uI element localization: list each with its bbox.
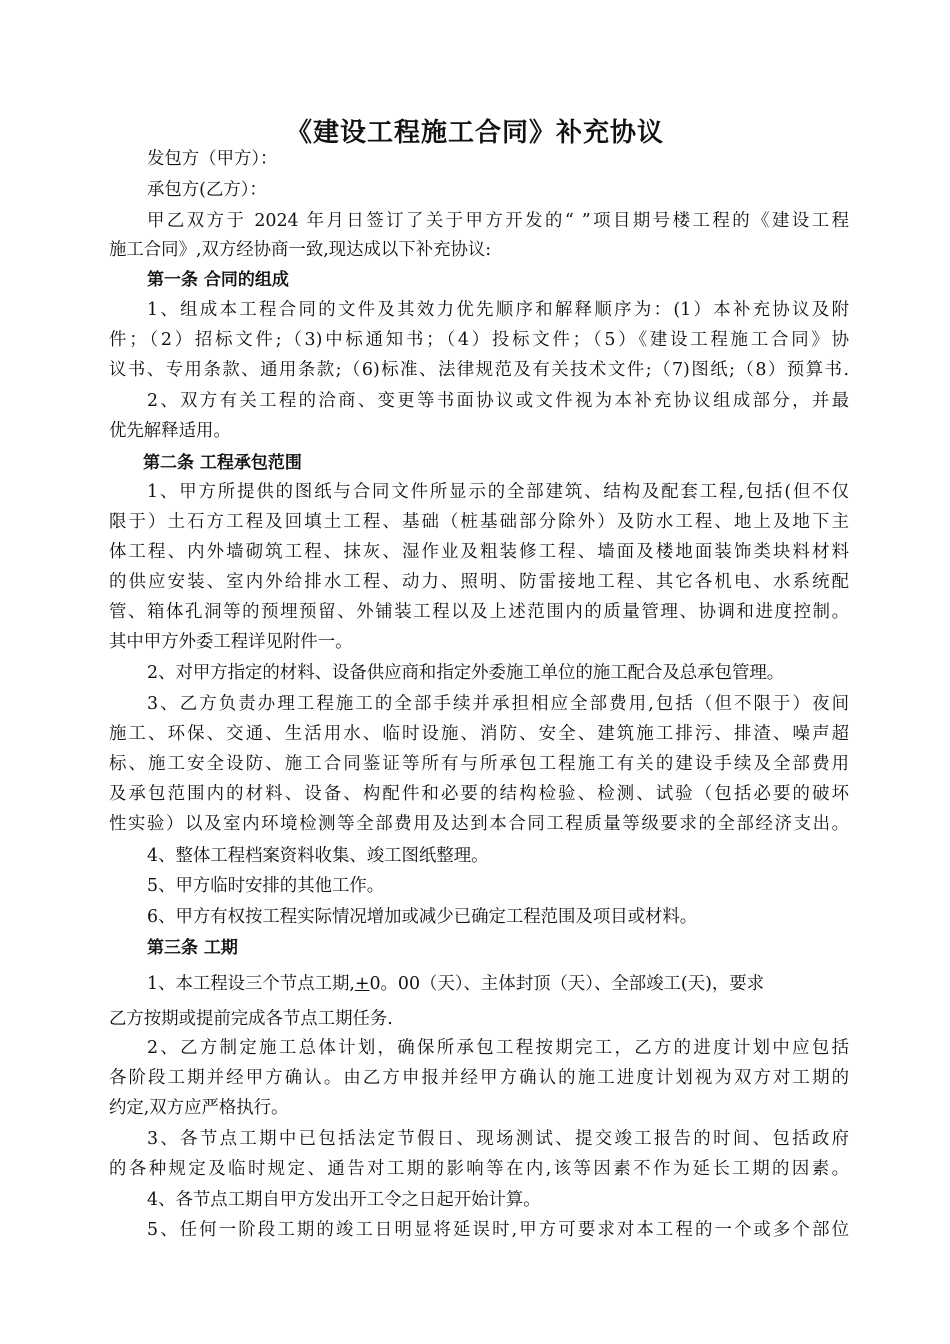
article-1-item-2-line: 优先解释适用。 bbox=[109, 421, 231, 441]
article-1-heading: 第一条 合同的组成 bbox=[147, 270, 289, 290]
article-3-item-2-line: 2、乙方制定施工总体计划，确保所承包工程按期完工，乙方的进度计划中应包括 bbox=[147, 1038, 849, 1058]
intro-line: 施工合同》,双方经协商一致,现达成以下补充协议: bbox=[109, 240, 492, 260]
article-1-item-2-line: 2、双方有关工程的洽商、变更等书面协议或文件视为本补充协议组成部分，并最 bbox=[147, 391, 849, 411]
article-3-item-4: 4、各节点工期自甲方发出开工令之日起开始计算。 bbox=[147, 1190, 541, 1210]
article-3-item-3-line: 3、各节点工期中已包括法定节假日、现场测试、提交竣工报告的时间、包括政府 bbox=[147, 1129, 849, 1149]
article-2-item-1-line: 其中甲方外委工程详见附件一。 bbox=[109, 632, 353, 652]
article-3-item-1-text: 1、本工程设三个节点工期, bbox=[147, 974, 355, 994]
article-1-item-1-line: 议书、专用条款、通用条款;（6)标准、法律规范及有关技术文件;（7)图纸;（8）预算书. bbox=[109, 360, 849, 380]
article-2-item-3-line: 施工、环保、交通、生活用水、临时设施、消防、安全、建筑施工排污、排渣、噪声超 bbox=[109, 724, 849, 744]
article-1-item-1-line: 件；（2）招标文件;（3)中标通知书；（4）投标文件；（5）《建设工程施工合同》协 bbox=[109, 330, 849, 350]
article-3-item-2-line: 约定,双方应严格执行。 bbox=[109, 1098, 289, 1118]
party-b-line: 承包方(乙方）： bbox=[147, 180, 267, 200]
article-2-item-1-line: 管、箱体孔洞等的预埋预留、外铺装工程以及上述范围内的质量管理、协调和进度控制。 bbox=[109, 602, 849, 622]
plus-minus-mark: + bbox=[354, 974, 370, 994]
article-2-heading: 第二条 工程承包范围 bbox=[143, 453, 302, 473]
article-2-item-5: 5、甲方临时安排的其他工作。 bbox=[147, 876, 385, 896]
article-3-item-1-text: 0。00（天）、主体封顶（天）、全部竣工(天)，要求 bbox=[369, 974, 765, 994]
article-2-item-4: 4、整体工程档案资料收集、竣工图纸整理。 bbox=[147, 846, 489, 866]
party-a-line: 发包方（甲方）： bbox=[147, 149, 278, 169]
article-3-item-3-line: 的各种规定及临时规定、通告对工期的影响等在内,该等因素不作为延长工期的因素。 bbox=[109, 1159, 849, 1179]
document-title: 《建设工程施工合同》补充协议 bbox=[285, 118, 664, 148]
article-2-item-1-line: 1、甲方所提供的图纸与合同文件所显示的全部建筑、结构及配套工程,包括(但不仅 bbox=[147, 482, 849, 502]
article-2-item-1-line: 体工程、内外墙砌筑工程、抹灰、湿作业及粗装修工程、墙面及楼地面装饰类块料材料 bbox=[109, 542, 849, 562]
article-2-item-3-line: 标、施工安全设防、施工合同鉴证等所有与所承包工程施工有关的建设手续及全部费用 bbox=[109, 754, 849, 774]
article-2-item-6: 6、甲方有权按工程实际情况增加或减少已确定工程范围及项目或材料。 bbox=[147, 907, 698, 927]
article-2-item-3-line: 性实验）以及室内环境检测等全部费用及达到本合同工程质量等级要求的全部经济支出。 bbox=[109, 814, 849, 834]
article-2-item-2: 2、对甲方指定的材料、设备供应商和指定外委施工单位的施工配合及总承包管理。 bbox=[147, 663, 785, 683]
article-3-item-1-line: 乙方按期或提前完成各节点工期任务. bbox=[109, 1009, 393, 1029]
article-3-item-1-line bbox=[109, 972, 849, 996]
article-3-item-2-line: 各阶段工期并经甲方确认。由乙方申报并经甲方确认的施工进度计划视为双方对工期的 bbox=[109, 1068, 849, 1088]
article-2-item-1-line: 的供应安装、室内外给排水工程、动力、照明、防雷接地工程、其它各机电、水系统配 bbox=[109, 572, 849, 592]
article-2-item-3-line: 3、乙方负责办理工程施工的全部手续并承担相应全部费用,包括（但不限于）夜间 bbox=[147, 694, 849, 714]
intro-line: 甲乙双方于 2024 年月日签订了关于甲方开发的“ ”项目期号楼工程的《建设工程 bbox=[147, 211, 849, 231]
article-2-item-1-line: 限于）土石方工程及回填土工程、基础（桩基础部分除外）及防水工程、地上及地下主 bbox=[109, 512, 849, 532]
article-1-item-1-line: 1、组成本工程合同的文件及其效力优先顺序和解释顺序为：(1）本补充协议及附 bbox=[147, 300, 849, 320]
article-3-item-5-line: 5、任何一阶段工期的竣工日明显将延误时,甲方可要求对本工程的一个或多个部位 bbox=[147, 1220, 849, 1240]
article-2-item-3-line: 及承包范围内的材料、设备、构配件和必要的结构检验、检测、试验（包括必要的破坏 bbox=[109, 784, 849, 804]
article-3-heading: 第三条 工期 bbox=[147, 938, 238, 958]
